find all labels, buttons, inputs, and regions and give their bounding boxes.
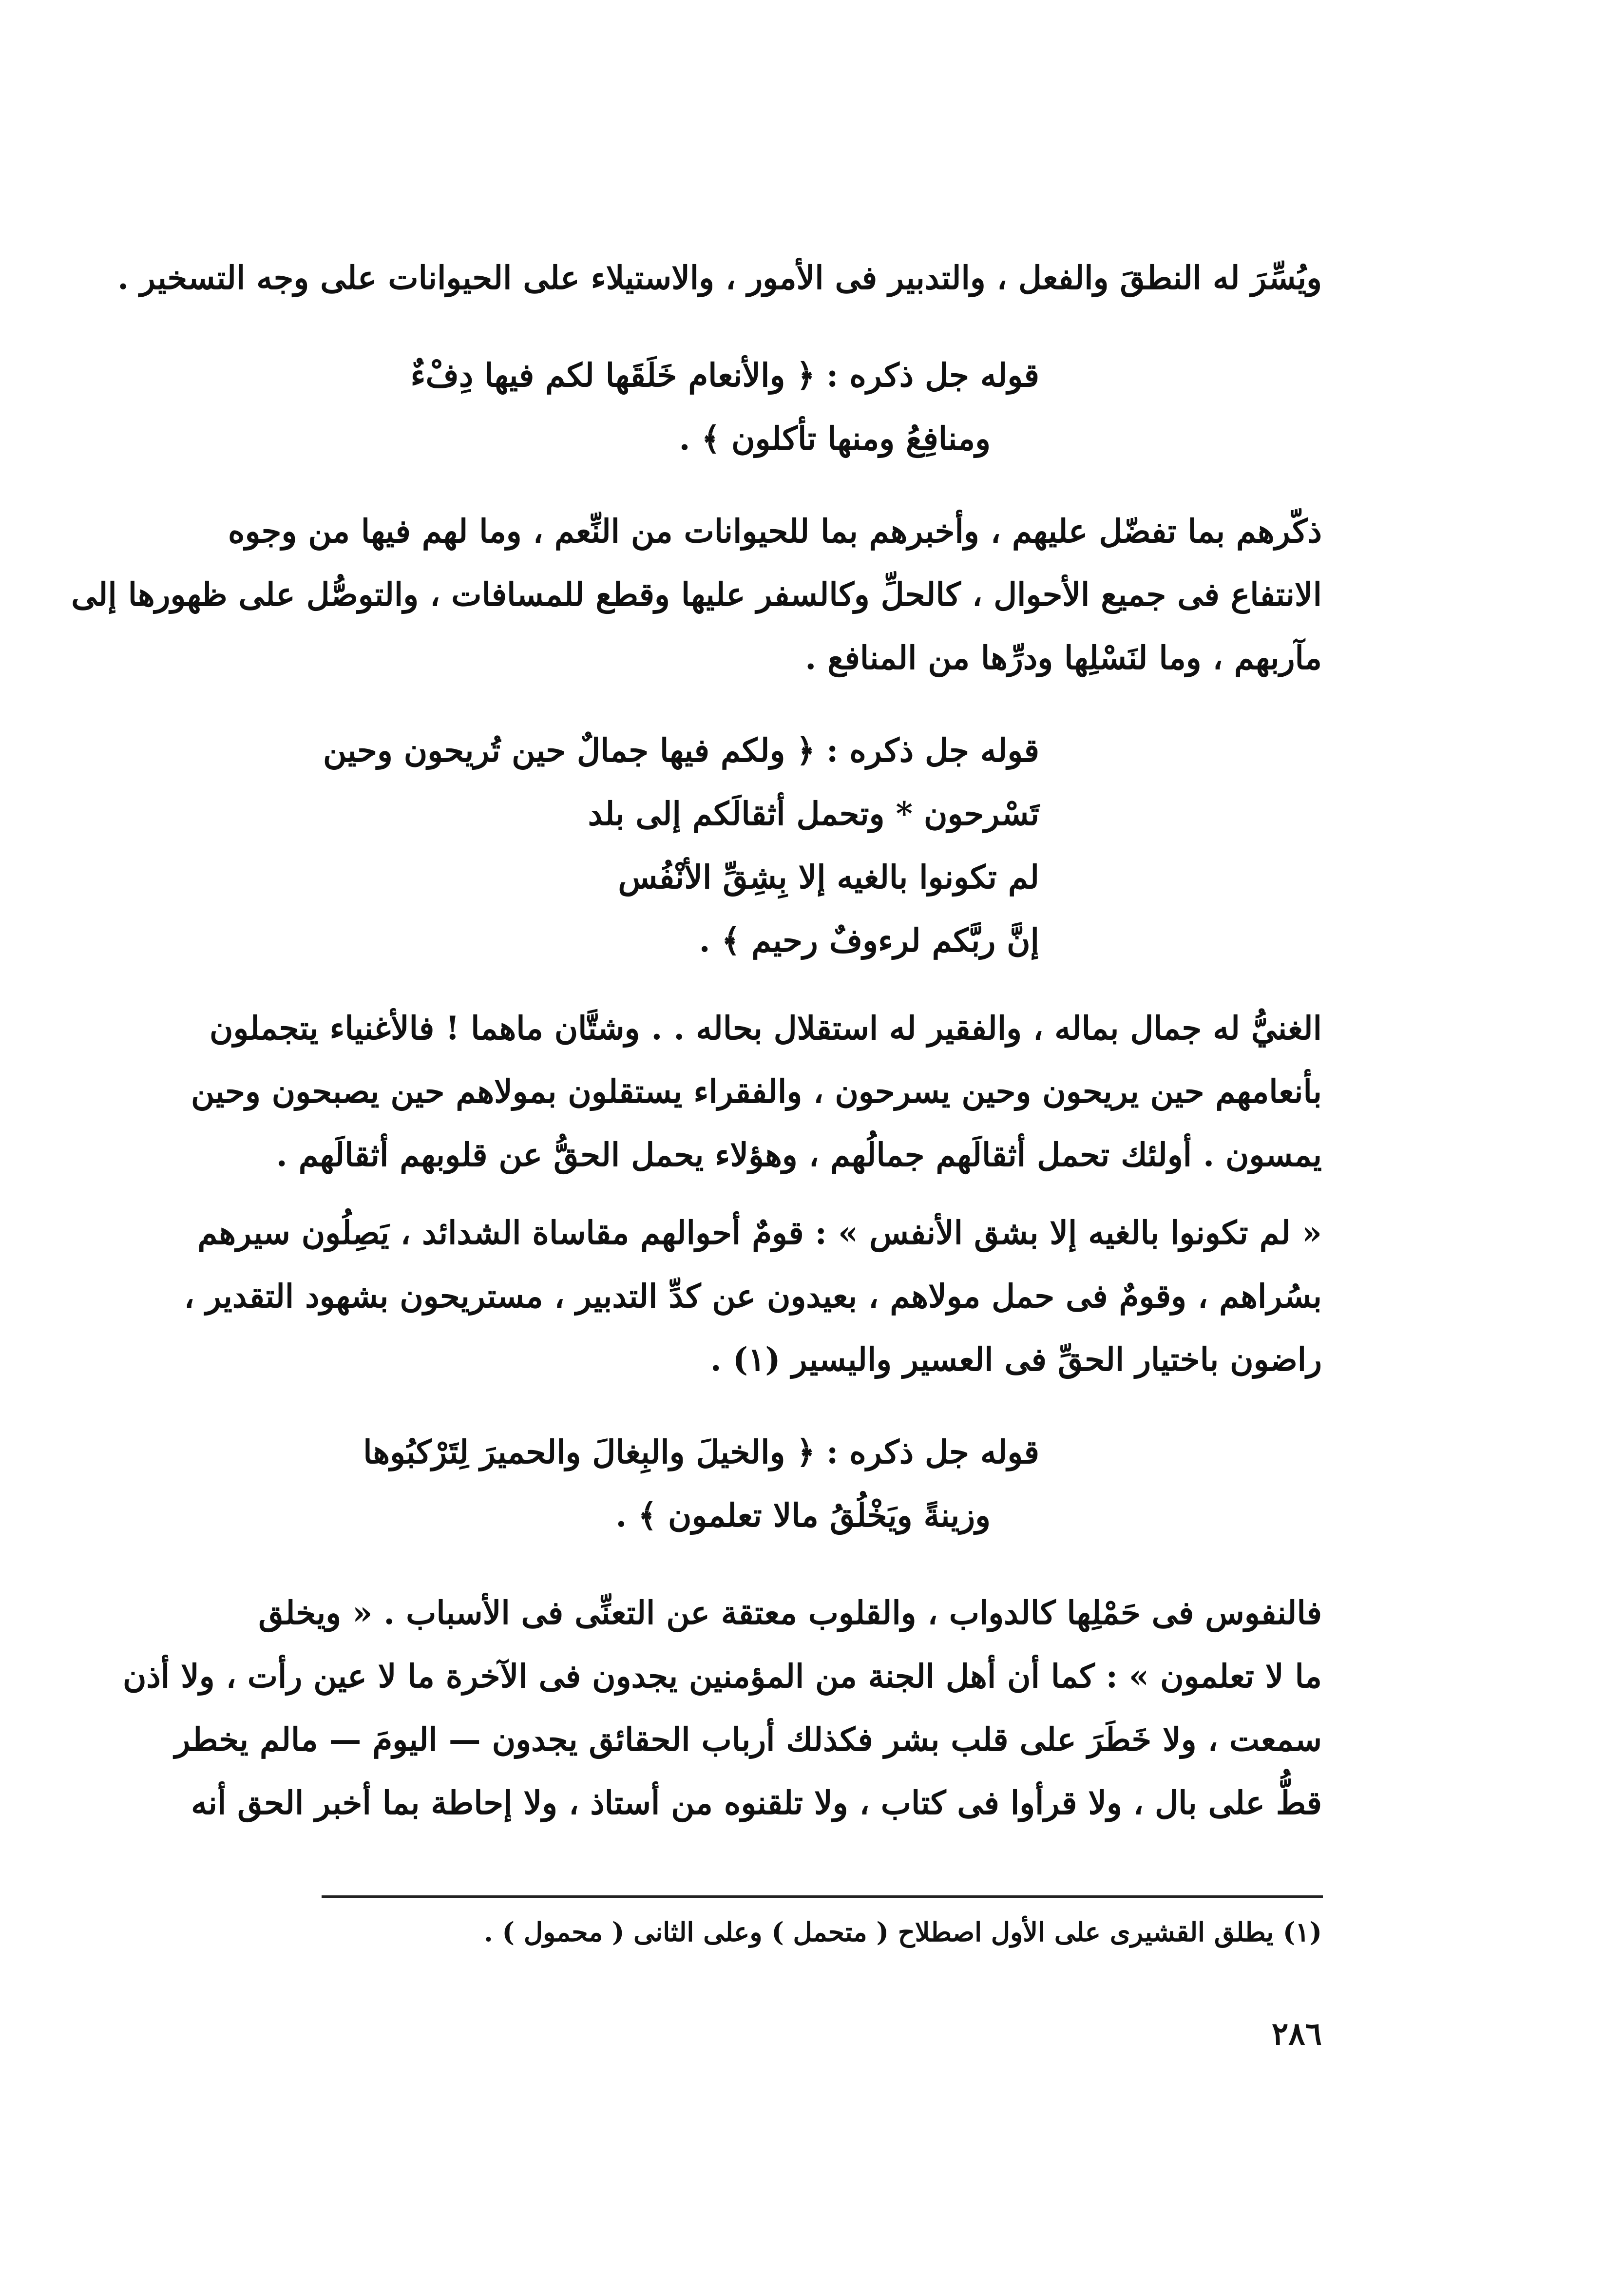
ayah-heading-2: قوله جل ذكره : ﴿ ولكم فيها جمالٌ حين تُريحون وحين [323, 731, 1039, 769]
ayah-line-2c: لم تكونوا بالغيه إلا بِشِقِّ الأنْفُس [618, 858, 1039, 896]
text-line-10: راضون باختيار الحقِّ فى العسير واليسير (١) . [710, 1340, 1322, 1378]
text-line-8: « لم تكونوا بالغيه إلا بشق الأنفس » : قومٌ أحوالهم مقاساة الشدائد ، يَصِلُون سيرهم [197, 1214, 1322, 1252]
page-number: ٢٨٦ [1271, 2016, 1322, 2052]
text-line-12: ما لا تعلمون » : كما أن أهل الجنة من المؤمنين يجدون فى الآخرة ما لا عين رأت ، ولا أذن [122, 1657, 1322, 1695]
text-line-6: بأنعامهم حين يريحون وحين يسرحون ، والفقراء يستقلون بمولاهم حين يصبحون وحين [191, 1072, 1322, 1110]
text-line-9: بسُراهم ، وقومٌ فى حمل مولاهم ، بعيدون عن كدِّ التدبير ، مستريحون بشهود التقدير ، [184, 1277, 1322, 1315]
text-line-14: قطُّ على بال ، ولا قرأوا فى كتاب ، ولا تلقنوه من أستاذ ، ولا إحاطة بما أخبر الحق أنه [191, 1784, 1322, 1822]
ayah-line-1b: ومنافِعُ ومنها تأكلون ﴾ . [679, 420, 991, 458]
text-line-2: ذكّرهم بما تفضّل عليهم ، وأخبرهم بما للحيوانات من النِّعم ، وما لهم فيها من وجوه [228, 512, 1322, 550]
footnote-divider [322, 1895, 1323, 1898]
ayah-heading-3: قوله جل ذكره : ﴿ والخيلَ والبِغالَ والحميرَ لِتَرْكبُوها [363, 1433, 1039, 1471]
ayah-heading-1: قوله جل ذكره : ﴿ والأنعام خَلَقَها لكم فيها دِفْءٌ [410, 356, 1039, 394]
footnote: (١) يطلق القشيرى على الأول اصطلاح ( متحمل ) وعلى الثانى ( محمول ) . [483, 1916, 1322, 1947]
text-line-7: يمسون . أولئك تحمل أثقالَهم جمالُهم ، وهؤلاء يحمل الحقُّ عن قلوبهم أثقالَهم . [276, 1136, 1322, 1174]
text-line-3: الانتفاع فى جميع الأحوال ، كالحلِّ وكالسفر عليها وقطع للمسافات ، والتوصُّل على ظهورها إلى [71, 575, 1322, 613]
text-line-13: سمعت ، ولا خَطَرَ على قلب بشر فكذلك أرباب الحقائق يجدون — اليومَ — مالم يخطر [174, 1720, 1322, 1758]
text-line-5: الغنيُّ له جمال بماله ، والفقير له استقلال بحاله . . وشتَّان ماهما ! فالأغنياء يتجملون [210, 1009, 1322, 1047]
ayah-line-2b: تَسْرحون * وتحمل أثقالَكم إلى بلد [588, 795, 1039, 833]
ayah-line-2d: إنَّ ربَّكم لرءوفٌ رحيم ﴾ . [699, 921, 1039, 959]
text-line-4: مآربهم ، وما لنَسْلِها ودرِّها من المنافع . [805, 639, 1322, 677]
text-line-1: ويُسِّرَ له النطقَ والفعل ، والتدبير فى الأمور ، والاستيلاء على الحيوانات على وجه التسخير . [117, 259, 1322, 297]
ayah-line-3b: وزينةً ويَخْلُقُ مالا تعلمون ﴾ . [615, 1496, 991, 1534]
text-line-11: فالنفوس فى حَمْلِها كالدواب ، والقلوب معتقة عن التعنِّى فى الأسباب . « ويخلق [258, 1594, 1322, 1632]
